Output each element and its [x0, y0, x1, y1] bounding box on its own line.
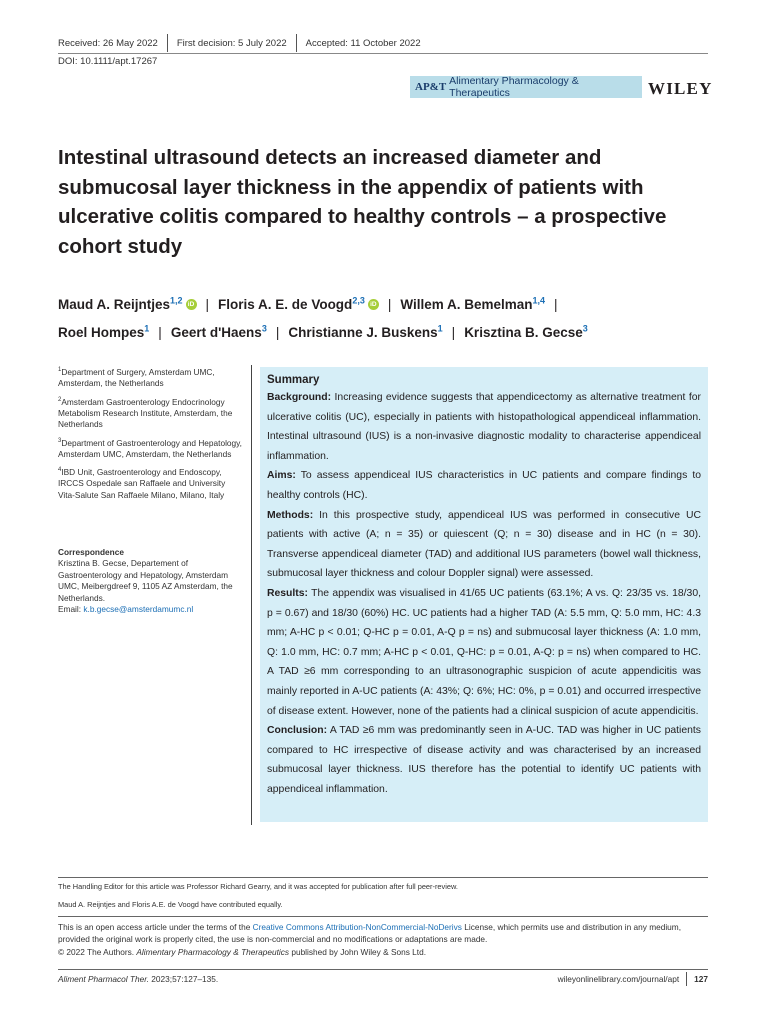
doi[interactable]: DOI: 10.1111/apt.17267 — [58, 56, 158, 67]
summary-methods: Methods: In this prospective study, appendiceal IUS was performed in consecutive UC patients with active (A; n = 35) or quiescent (Q; n = 30) disease and in HC (n = 30). Transverse appendiceal diameter (TAD) and additional IUS parameters (bowel wall thickness, submucosal layer thickness and colour Doppler signal) were assessed. — [267, 509, 702, 580]
affiliation: $^4$IBD Unit, Gastroenterology and Endoscopy, IRCCS Ospedale san Raffaele and University Vita-Salute San Raffaele Milano, Milano, Italy — [58, 466, 226, 500]
author[interactable]: Krisztina B. Gecse$^3$ — [464, 323, 588, 340]
correspondence — [58, 547, 248, 615]
footer-right — [530, 972, 708, 986]
accepted-date: Accepted: 11 October 2022 — [305, 37, 421, 49]
footnote-rule — [58, 916, 708, 917]
author[interactable]: Roel Hompes$^1$ — [58, 323, 150, 340]
journal-url[interactable]: wileyonlinelibrary.com/journal/apt — [557, 974, 680, 984]
first-decision-date: First decision: 5 July 2022 — [176, 37, 287, 49]
summary-background: Background: Increasing evidence suggests that appendicectomy as alternative treatment for ulcerative colitis (UC), especially in patients with histopathological appendiceal inflammation. Intestinal ultrasound (IUS) is a non-invasive diagnostic modality to characterise appendiceal inflammation. — [267, 392, 701, 462]
received-date: Received: 26 May 2022 — [58, 37, 158, 49]
correspondence-email: Email: k.b.gecse@amsterdamumc.nl — [58, 604, 194, 615]
orcid-icon[interactable]: iD — [368, 299, 379, 310]
summary-box — [260, 367, 708, 822]
divider — [686, 972, 687, 986]
author-list: Maud A. Reijntjes$^{1,2}$ iD | Floris A. E. de Voogd$^{2,3}$ iD | Willem A. Bemelman$^{1,4}$ | Roel Hompes$^1$ | Geert d'Haens$^3$ | Christianne J. Buskens$^1$ | Krisztina B. Gecse$^3$ — [58, 295, 588, 340]
summary-heading: Summary — [267, 374, 320, 386]
author[interactable]: Maud A. Reijntjes$^{1,2}$ iD — [58, 297, 197, 312]
author[interactable]: Floris A. E. de Voogd$^{2,3}$ iD — [218, 297, 379, 312]
correspondence-heading: Correspondence — [58, 547, 124, 557]
summary-aims: Aims: To assess appendiceal IUS characteristics in UC patients and compare findings to healthy controls (HC). — [267, 470, 701, 501]
author[interactable]: Geert d'Haens$^3$ — [170, 323, 267, 340]
affiliation: $^1$Department of Surgery, Amsterdam UMC, Amsterdam, the Netherlands — [58, 366, 215, 389]
handling-editor-note: The Handling Editor for this article was Professor Richard Gearry, and it was accepted for publication after full peer-review. — [58, 882, 458, 891]
summary-results: Results: The appendix was visualised in 41/65 UC patients (63.1%; A vs. Q: 23/35 vs. 18/30, p = 0.67) and 18/30 (60%) HC. UC patients had a higher TAD (A: 5.5 mm, Q: 5.0 mm, HC: 4.3 mm; A-HC p < 0.01; Q-HC p = 0.01, A-Q p = ns) and submucosal layer thickness (A: 1.0 mm, Q: 1.0 mm, HC: 0.7 mm; A-HC p < 0.01, Q-HC: p = 0.01, A-Q: p = ns) when compared to HC. A TAD ≥6 mm corresponding to an ultrasonographic suspicion of acute appendicitis was mainly reported in A-UC patients (A: 43%; Q: 6%; HC: 0%, p = 0.01) and occurred irrespective of disease extent. However, none of the patients had a clinical suspicion of acute appendicitis. — [267, 587, 701, 717]
journal-name: Alimentary Pharmacology & Therapeutics — [449, 75, 579, 99]
article-title: Intestinal ultrasound detects an increased diameter and submucosal layer thickness in the appendix of patients with ulcerative colitis compared to healthy controls – a prospective cohort study — [58, 146, 667, 258]
divider — [167, 34, 168, 52]
email-link[interactable]: k.b.gecse@amsterdamumc.nl — [83, 604, 194, 615]
affiliation: $^3$Department of Gastroenterology and Hepatology, Amsterdam UMC, Amsterdam, the Netherlands — [58, 437, 242, 459]
affiliations — [58, 365, 243, 506]
publisher-logo[interactable]: WILEY — [648, 79, 713, 98]
header-rule — [58, 53, 708, 54]
column-divider — [251, 365, 252, 825]
footnote-rule — [58, 877, 708, 878]
orcid-icon[interactable]: iD — [186, 299, 197, 310]
journal-banner[interactable] — [410, 76, 642, 98]
summary-conclusion: Conclusion: A TAD ≥6 mm was predominantly seen in A-UC. TAD was higher in UC patients compared to HC irrespective of disease activity and was characterised by an increased submucosal layer thickness. IUS therefore has the potential to identify UC patients with appendiceal inflammation. — [267, 725, 701, 795]
equal-contribution-note: Maud A. Reijntjes and Floris A.E. de Voogd have contributed equally. — [58, 900, 283, 909]
citation: Aliment Pharmacol Ther. 2023;57:127–135. — [58, 974, 219, 984]
page-number: 127 — [694, 974, 708, 984]
footer-rule — [58, 969, 708, 970]
author[interactable]: Willem A. Bemelman$^{1,4}$ — [400, 295, 546, 312]
affiliation: $^2$Amsterdam Gastroenterology Endocrinology Metabolism Research Institute, Amsterdam, the Netherlands — [58, 396, 233, 430]
article-history — [58, 34, 421, 52]
license-statement: This is an open access article under the terms of the Creative Commons Attribution-NonCommercial-NoDerivs License, which permits use and distribution in any medium, provided the original work is properly cited, the use is non-commercial and no modifications or adaptations are made. © 2022 The Authors. Alimentary Pharmacology & Therapeutics published by John Wiley & Sons Ltd. — [58, 922, 682, 957]
correspondence-address: Krisztina B. Gecse, Departement of Gastroenterology and Hepatology, Amsterdam UMC, Meibergdreef 9, 1105 AZ Amsterdam, the Netherlands. — [58, 558, 233, 603]
license-link[interactable]: Creative Commons Attribution-NonCommercial-NoDerivs — [252, 922, 462, 932]
author[interactable]: Christianne J. Buskens$^1$ — [288, 323, 443, 340]
journal-logo: AP&T — [415, 81, 447, 93]
divider — [296, 34, 297, 52]
